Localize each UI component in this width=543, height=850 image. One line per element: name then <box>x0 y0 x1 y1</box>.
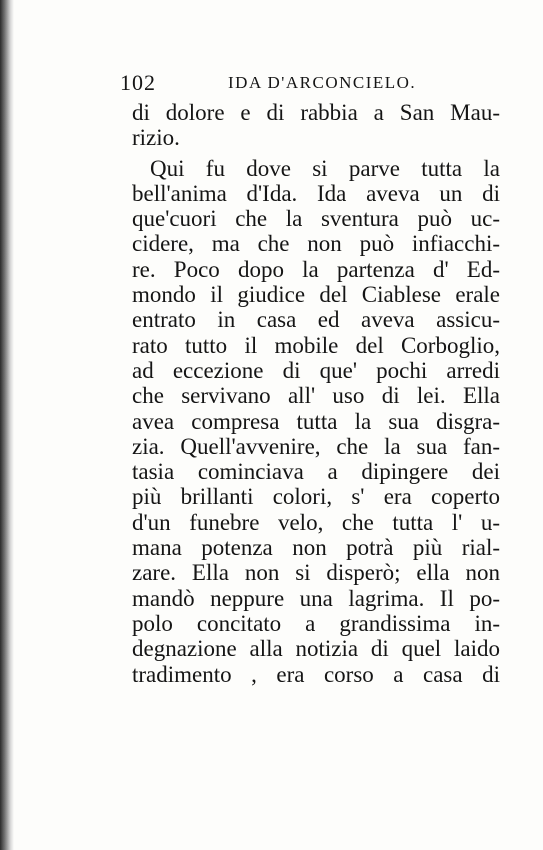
text-line: cidere, ma che non può infiacchi- <box>132 231 500 257</box>
text-line: Qui fu dove si parve tutta la <box>150 155 500 181</box>
text-line: entrato in casa ed aveva assicu- <box>132 307 500 333</box>
text-line: di dolore e di rabbia a San Mau- <box>132 100 500 125</box>
text-line: rizio. <box>132 125 180 151</box>
text-line: d'un funebre velo, che tutta l' u- <box>132 509 500 535</box>
page-header <box>120 70 420 96</box>
text-line: que'cuori che la sventura può uc- <box>132 206 500 232</box>
page-number: 102 <box>120 70 156 95</box>
text-line: più brillanti colori, s' era coperto <box>132 484 500 510</box>
text-line: mondo il giudice del Ciablese erale <box>132 282 500 308</box>
text-line: degnazione alla notizia di quel laido <box>132 636 500 662</box>
text-line: tasia cominciava a dipingere dei <box>132 459 500 485</box>
text-line: bell'anima d'Ida. Ida aveva un di <box>132 180 500 206</box>
text-line: rato tutto il mobile del Corboglio, <box>132 332 500 358</box>
text-line: polo concitato a grandissima in- <box>132 610 500 636</box>
body-text <box>132 100 500 687</box>
text-line: che servivano all' uso di lei. Ella <box>132 383 500 409</box>
text-line: re. Poco dopo la partenza d' Ed- <box>132 256 500 282</box>
binding-gutter-shadow <box>0 0 14 850</box>
running-head: IDA D'ARCONCIELO. <box>228 73 417 92</box>
text-line: zare. Ella non si disperò; ella non <box>132 560 500 586</box>
text-line: zia. Quell'avvenire, che la sua fan- <box>132 433 500 459</box>
text-line: mandò neppure una lagrima. Il po- <box>132 585 500 611</box>
text-line: tradimento , era corso a casa di <box>132 661 500 687</box>
text-line: mana potenza non potrà più rial- <box>132 535 500 561</box>
text-line: avea compresa tutta la sua disgra- <box>132 408 500 434</box>
text-line: ad eccezione di que' pochi arredi <box>132 357 500 383</box>
